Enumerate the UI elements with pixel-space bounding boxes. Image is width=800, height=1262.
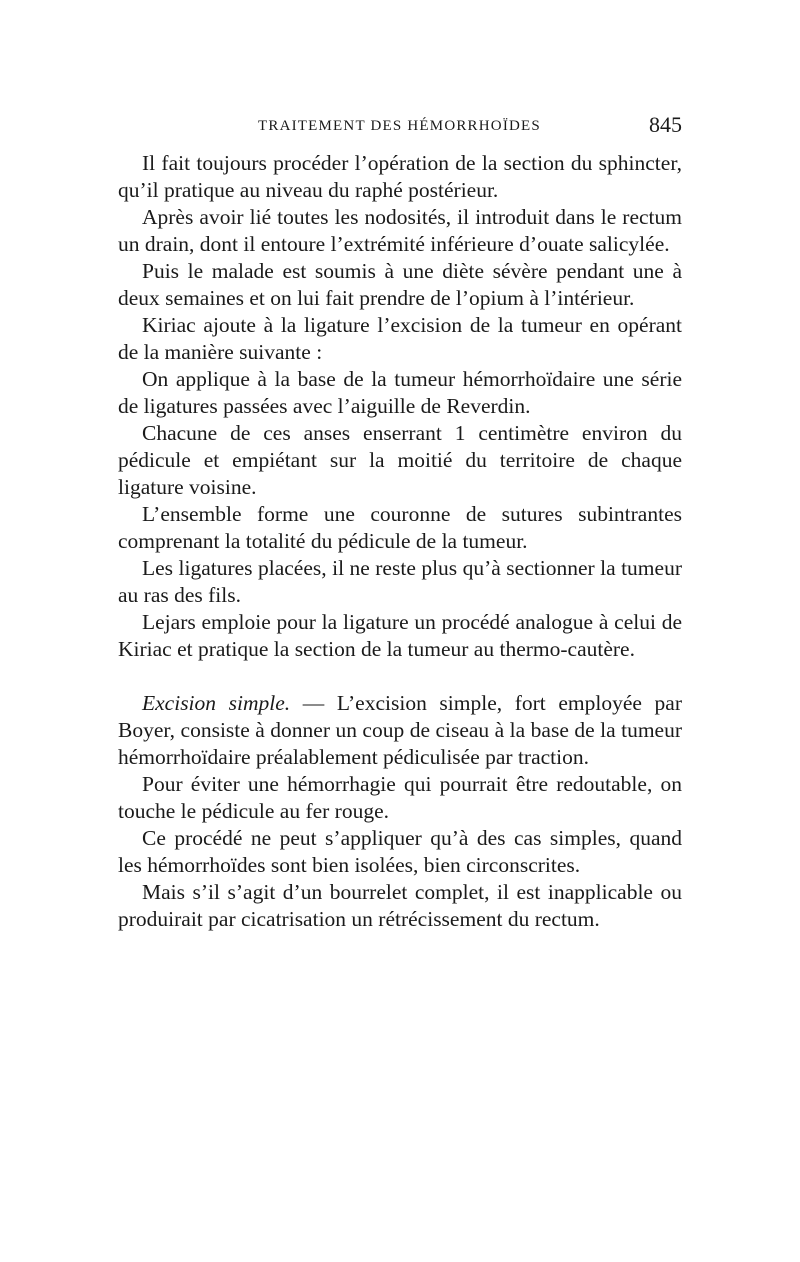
section-lead-text: — L’excision simple, fort employée par Boyer, consiste à donner un coup de ciseau à la base de la tumeur hémorrhoïdaire préalablement pédiculisée par traction. <box>118 691 683 769</box>
paragraph: Mais s’il s’agit d’un bourrelet complet, il est inapplicable ou produirait par cicatrisation un rétrécissement du rectum. <box>118 880 682 931</box>
body-text <box>118 150 682 933</box>
paragraph: L’ensemble forme une couronne de sutures subintrantes comprenant la totalité du pédicule de la tumeur. <box>118 502 682 553</box>
paragraph: Pour éviter une hémorrhagie qui pourrait être redoutable, on touche le pédicule au fer rouge. <box>118 772 682 823</box>
paragraph: Après avoir lié toutes les nodosités, il introduit dans le rectum un drain, dont il entoure l’extrémité inférieure d’ouate salicylée. <box>118 205 682 256</box>
paragraph: Lejars emploie pour la ligature un procédé analogue à celui de Kiriac et pratique la section de la tumeur au thermo-cautère. <box>118 610 682 661</box>
paragraph: On applique à la base de la tumeur hémorrhoïdaire une série de ligatures passées avec l’aiguille de Reverdin. <box>118 367 682 418</box>
paragraph: Il fait toujours procéder l’opération de la section du sphincter, qu’il pratique au niveau du raphé postérieur. <box>118 151 682 202</box>
running-head <box>118 112 682 142</box>
running-title: TRAITEMENT DES HÉMORRHOÏDES <box>258 118 541 134</box>
paragraph: Puis le malade est soumis à une diète sévère pendant une à deux semaines et on lui fait prendre de l’opium à l’intérieur. <box>118 259 682 310</box>
section-lead: Excision simple. <box>142 691 291 715</box>
paragraph: Les ligatures placées, il ne reste plus qu’à sectionner la tumeur au ras des fils. <box>118 556 682 607</box>
section-paragraph <box>118 690 682 771</box>
paragraph: Chacune de ces anses enserrant 1 centimètre environ du pédicule et empiétant sur la moitié du territoire de chaque ligature voisine. <box>118 421 682 499</box>
paragraph: Ce procédé ne peut s’appliquer qu’à des cas simples, quand les hémorrhoïdes sont bien isolées, bien circonscrites. <box>118 826 682 877</box>
page-number: 845 <box>649 112 682 137</box>
paragraph: Kiriac ajoute à la ligature l’excision de la tumeur en opérant de la manière suivante : <box>118 313 682 364</box>
